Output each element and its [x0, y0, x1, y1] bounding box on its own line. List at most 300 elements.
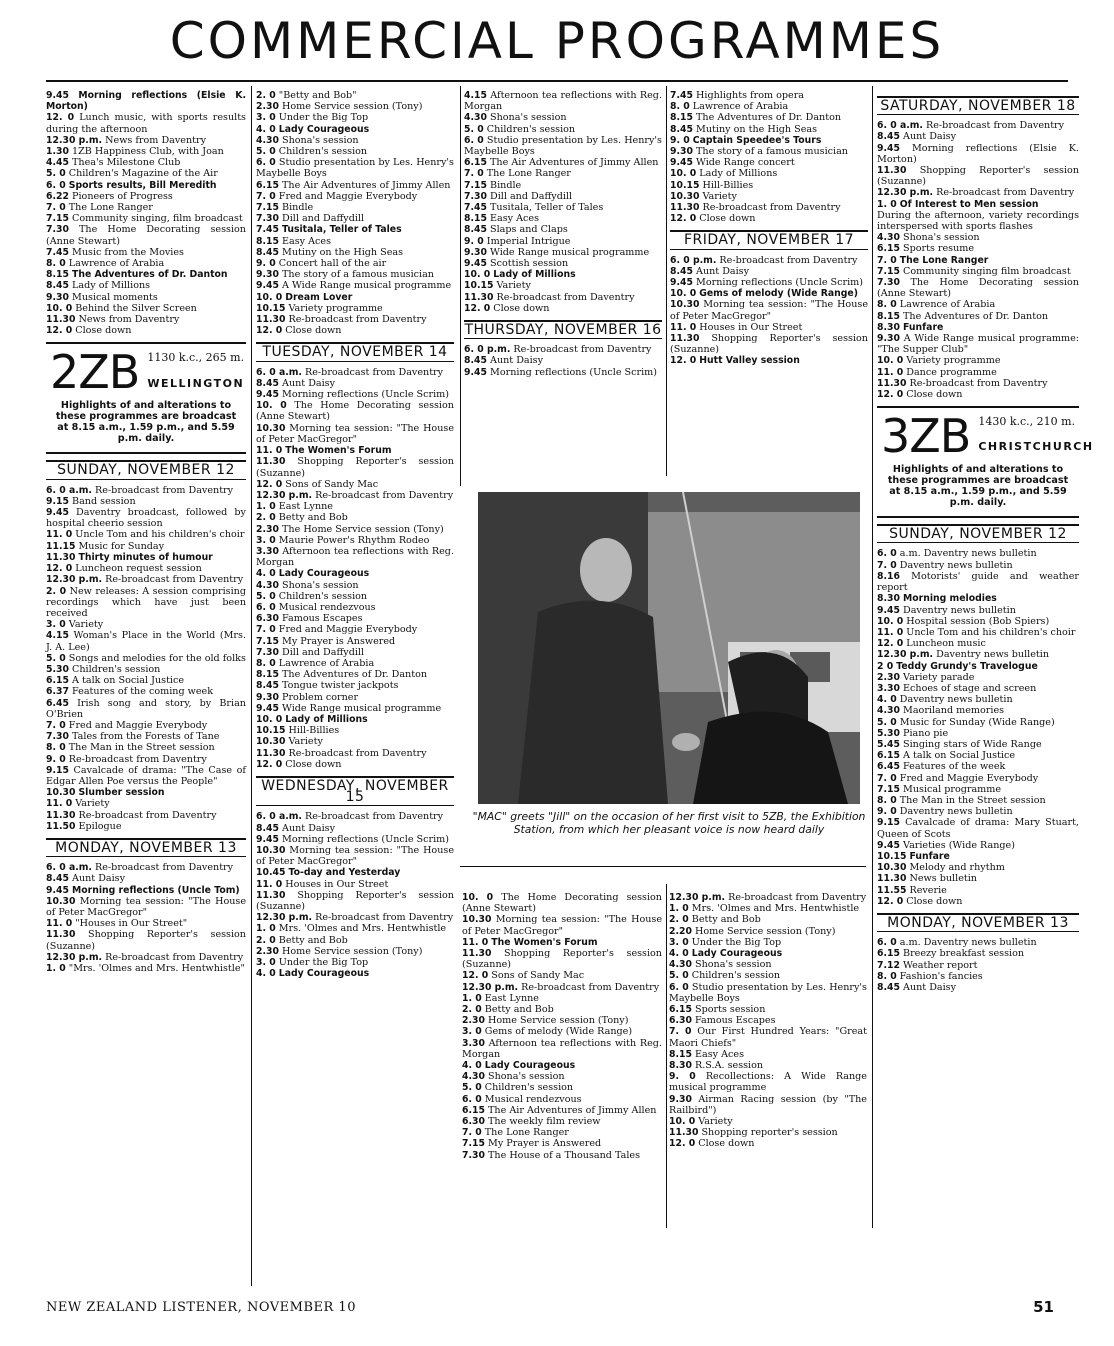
- day-heading: THURSDAY, NOVEMBER 16: [464, 322, 662, 339]
- day-heading: SUNDAY, NOVEMBER 12: [877, 524, 1079, 543]
- programme-title: The Adventures of Dr. Danton: [696, 112, 842, 124]
- programme-time: 7.15: [46, 213, 69, 225]
- programme-time: 2 0: [877, 660, 894, 672]
- programme-time: 10. 0: [256, 291, 283, 303]
- programme-time: 12. 0: [46, 563, 73, 575]
- programme-entry: [462, 1060, 662, 1071]
- programme-title: Band session: [72, 495, 136, 507]
- programme-entry: [256, 191, 454, 202]
- programme-title: Daventry news bulletin: [903, 604, 1016, 616]
- programme-entry: [464, 213, 662, 224]
- programme-time: 10. 0: [670, 168, 697, 180]
- programme-time: 6. 0: [669, 981, 689, 993]
- programme-entry: [464, 280, 662, 291]
- programme-entry: [877, 616, 1079, 627]
- programme-entry: [462, 1082, 662, 1093]
- programme-title: Aunt Daisy: [72, 873, 126, 885]
- column-1: [46, 90, 246, 1232]
- programme-title: Children's session: [486, 123, 576, 135]
- programme-time: 2.30: [256, 523, 279, 535]
- programme-title: Morning reflections (Uncle Scrim): [282, 389, 449, 401]
- programme-title: Shopping Reporter's session (Suzanne): [462, 948, 662, 971]
- photograph: [478, 492, 860, 804]
- programme-entry: [256, 658, 454, 669]
- programme-entry: [464, 269, 662, 280]
- programme-entry: [462, 1138, 662, 1149]
- programme-title: Daventry news bulletin: [899, 559, 1013, 571]
- column-2: [256, 90, 454, 1232]
- programme-entry: [46, 168, 246, 179]
- programme-entry: [256, 90, 454, 101]
- programme-time: 8.15: [46, 269, 69, 281]
- programme-title: Re-broadcast from Daventry: [909, 377, 1048, 389]
- programme-entry: [462, 993, 662, 1004]
- day-heading: MONDAY, NOVEMBER 13: [46, 838, 246, 857]
- programme-entry: [46, 157, 246, 168]
- programme-time: 7.15: [877, 783, 900, 795]
- station-call-sign: 2ZB: [50, 345, 140, 400]
- programme-time: 12.30 p.m.: [256, 489, 313, 501]
- programme-time: 9.30: [464, 246, 487, 258]
- programme-time: 12.30 p.m.: [46, 134, 103, 146]
- programme-entry: [46, 552, 246, 563]
- station-note: Highlights of and alterations to these programmes are broadcast at 8.15 a.m., 1.59 p.m., and 5.59 p.m. daily.: [55, 400, 237, 445]
- programme-entry: [256, 591, 454, 602]
- programme-time: 8.45: [670, 265, 693, 277]
- programme-entry: [46, 224, 246, 246]
- programme-entry: [256, 146, 454, 157]
- programme-entry: [669, 1071, 867, 1093]
- programme-entry: [46, 885, 246, 896]
- programme-time: 12.30 p.m.: [462, 981, 519, 993]
- programme-entry: [46, 742, 246, 753]
- programme-entry: [256, 811, 454, 822]
- programme-entry: [256, 236, 454, 247]
- programme-title: A talk on Social Justice: [72, 675, 185, 687]
- day-heading: SATURDAY, NOVEMBER 18: [877, 96, 1079, 115]
- programme-entry: [46, 213, 246, 224]
- programme-entry: [877, 187, 1079, 198]
- programme-time: 11.50: [46, 820, 76, 832]
- programme-time: 9.30: [256, 691, 279, 703]
- programme-title: Re-broadcast from Daventry: [105, 951, 244, 963]
- station-frequency: 1130 k.c., 265 m.: [147, 351, 245, 365]
- programme-time: 4. 0: [256, 123, 276, 135]
- programme-title: Betty and Bob: [484, 1004, 554, 1016]
- programme-time: 8.45: [256, 822, 279, 834]
- programme-title: Wide Range concert: [696, 157, 795, 169]
- programme-title: Children's Magazine of the Air: [68, 168, 218, 180]
- day-heading: TUESDAY, NOVEMBER 14: [256, 342, 454, 361]
- programme-title: Re-broadcast from Daventry: [305, 366, 444, 378]
- programme-title: Features of the week: [903, 761, 1006, 773]
- programme-time: 7. 0: [464, 168, 484, 180]
- programme-entry: [669, 1060, 867, 1071]
- programme-title: News from Daventry: [78, 314, 180, 326]
- programme-title: Sports session: [695, 1004, 766, 1016]
- programme-title: Wide Range musical programme: [282, 702, 442, 714]
- programme-title: Mutiny on the High Seas: [696, 123, 818, 135]
- programme-time: 4.45: [46, 157, 69, 169]
- programme-time: 8. 0: [670, 101, 690, 113]
- programme-time: 6. 0 p.m.: [670, 254, 717, 266]
- programme-title: Fred and Maggie Everybody: [68, 719, 208, 731]
- programme-title: Morning reflections (Elsie K. Morton): [877, 142, 1079, 165]
- programme-time: 1. 0: [877, 198, 897, 210]
- programme-title: Aunt Daisy: [903, 982, 957, 993]
- programme-entry: [877, 605, 1079, 616]
- programme-time: 10. 0: [464, 269, 491, 281]
- programme-time: 10.30: [670, 299, 700, 311]
- programme-title: Variety: [496, 280, 531, 292]
- programme-entry: [877, 210, 1079, 232]
- programme-time: 12. 0: [464, 302, 491, 314]
- programme-entry: [256, 703, 454, 714]
- programme-title: Re-broadcast from Daventry: [702, 202, 841, 214]
- programme-title: Lady of Millions: [285, 713, 368, 725]
- programme-title: Shona's session: [695, 959, 772, 971]
- programme-title: The Home Decorating session (Anne Stewart): [462, 892, 662, 915]
- programme-title: The Home Service session (Tony): [282, 523, 444, 535]
- programme-title: Musical moments: [72, 291, 158, 303]
- programme-title: Fashion's fancies: [899, 970, 983, 982]
- programme-entry: [256, 280, 454, 291]
- column-6: [669, 892, 867, 1228]
- station-box: [877, 406, 1094, 518]
- programme-time: 5. 0: [462, 1082, 482, 1094]
- programme-title: Lady Courageous: [278, 568, 370, 580]
- programme-time: 8. 0: [877, 794, 897, 806]
- programme-title: The Man in the Street session: [899, 794, 1046, 806]
- programme-entry: [46, 303, 246, 314]
- programme-title: Fred and Maggie Everybody: [278, 190, 418, 202]
- programme-entry: [46, 325, 246, 336]
- programme-time: 11.30: [464, 291, 494, 303]
- programme-time: 9.45: [670, 157, 693, 169]
- programme-entry: [46, 485, 246, 496]
- programme-time: 12. 0: [670, 213, 697, 225]
- programme-time: 12.30 p.m.: [256, 912, 313, 924]
- programme-time: 6.15: [46, 675, 69, 687]
- programme-time: 11.30: [877, 873, 907, 885]
- programme-title: Re-broadcast from Daventry: [78, 809, 217, 821]
- programme-title: Lawrence of Arabia: [899, 299, 996, 311]
- programme-entry: [670, 277, 868, 288]
- programme-entry: [669, 892, 867, 903]
- programme-entry: [46, 507, 246, 529]
- programme-title: Easy Aces: [490, 213, 540, 225]
- programme-entry: [256, 512, 454, 523]
- programme-time: 8.15: [670, 112, 693, 124]
- programme-title: The Adventures of Dr. Danton: [282, 669, 428, 681]
- programme-title: Mutiny on the High Seas: [282, 246, 404, 258]
- programme-title: Re-broadcast from Daventry: [305, 811, 444, 823]
- programme-time: 8.45: [256, 377, 279, 389]
- programme-time: 8. 0: [46, 742, 66, 754]
- caption-rule: [460, 866, 866, 867]
- programme-entry: [46, 720, 246, 731]
- programme-entry: [877, 333, 1079, 355]
- programme-entry: [256, 490, 454, 501]
- programme-entry: [669, 1004, 867, 1015]
- programme-time: 8.45: [46, 280, 69, 292]
- programme-title: Re-broadcast from Daventry: [315, 912, 454, 924]
- programme-title: a.m. Daventry news bulletin: [899, 937, 1037, 949]
- programme-title: Re-broadcast from Daventry: [936, 187, 1075, 199]
- programme-title: Wide Range musical programme: [490, 246, 650, 258]
- programme-entry: [670, 101, 868, 112]
- programme-title: Shona's session: [282, 134, 359, 146]
- programme-time: 11. 0: [670, 321, 697, 333]
- programme-time: 7. 0: [46, 202, 66, 214]
- programme-title: Recollections: A Wide Range musical programme: [669, 1071, 867, 1094]
- programme-title: The Air Adventures of Jimmy Allen: [282, 179, 451, 191]
- programme-title: Slumber session: [78, 787, 165, 799]
- programme-title: Famous Escapes: [695, 1015, 776, 1027]
- programme-time: 6.30: [669, 1015, 692, 1027]
- programme-title: Bindle: [490, 179, 522, 191]
- programme-title: Shona's session: [490, 112, 567, 124]
- programme-entry: [256, 378, 454, 389]
- programme-entry: [464, 168, 662, 179]
- programme-entry: [46, 698, 246, 720]
- programme-title: Re-broadcast from Daventry: [728, 892, 867, 903]
- programme-title: Close down: [906, 895, 963, 907]
- programme-entry: [256, 400, 454, 422]
- programme-entry: [46, 496, 246, 507]
- programme-entry: [877, 672, 1079, 683]
- column-4: [670, 90, 868, 486]
- programme-entry: [46, 787, 246, 798]
- programme-title: Funfare: [909, 850, 950, 862]
- programme-time: 6.22: [46, 190, 69, 202]
- programme-time: 12. 0: [256, 325, 283, 337]
- column-divider: [251, 86, 252, 1286]
- programme-entry: [256, 292, 454, 303]
- programme-time: 4.15: [464, 90, 487, 101]
- programme-time: 7.15: [256, 635, 279, 647]
- programme-title: Shopping Reporter's session (Suzanne): [877, 165, 1079, 188]
- programme-entry: [877, 165, 1079, 187]
- programme-entry: [877, 389, 1079, 400]
- programme-entry: [256, 445, 454, 456]
- day-heading: SUNDAY, NOVEMBER 12: [46, 460, 246, 479]
- programme-entry: [256, 269, 454, 280]
- programme-time: 10.15: [464, 280, 494, 292]
- programme-time: 7.30: [462, 1149, 485, 1161]
- programme-title: Lady Courageous: [691, 948, 783, 960]
- programme-title: Studio presentation by Les. Henry's Maybelle Boys: [669, 981, 867, 1004]
- programme-title: Musical programme: [903, 783, 1002, 795]
- programme-title: Re-broadcast from Daventry: [105, 574, 244, 586]
- programme-title: My Prayer is Answered: [282, 635, 396, 647]
- programme-title: Morning tea session: "The House of Peter MacGregor": [462, 914, 662, 937]
- programme-time: 1. 0: [46, 963, 66, 974]
- programme-entry: [877, 694, 1079, 705]
- programme-time: 9.45: [46, 507, 69, 519]
- programme-time: 5. 0: [877, 716, 897, 728]
- programme-entry: [464, 90, 662, 112]
- programme-time: 6. 0 a.m.: [46, 484, 92, 496]
- day-heading: WEDNESDAY, NOVEMBER 15: [256, 776, 454, 806]
- programme-title: Lawrence of Arabia: [278, 657, 375, 669]
- programme-entry: [877, 683, 1079, 694]
- programme-time: 10. 0: [670, 288, 697, 300]
- station-call-sign: 3ZB: [881, 409, 971, 464]
- programme-time: 7.30: [46, 224, 69, 236]
- programme-entry: [256, 692, 454, 703]
- programme-time: 8.15: [256, 235, 279, 247]
- programme-title: Shona's session: [488, 1071, 565, 1083]
- programme-time: 10. 0: [462, 892, 494, 903]
- programme-time: 11.30: [877, 377, 907, 389]
- programme-title: Piano pie: [903, 727, 949, 739]
- programme-entry: [464, 202, 662, 213]
- programme-title: Home Service session (Tony): [695, 925, 836, 937]
- programme-title: The Home Decorating session (Anne Stewart): [46, 224, 246, 247]
- programme-entry: [464, 303, 662, 314]
- programme-time: 10. 0: [877, 355, 904, 367]
- programme-entry: [256, 636, 454, 647]
- programme-entry: [462, 937, 662, 948]
- programme-time: 3. 0: [462, 1026, 482, 1038]
- programme-title: East Lynne: [278, 501, 333, 513]
- programme-time: 10.15: [256, 302, 286, 314]
- programme-title: The Women's Forum: [285, 445, 392, 457]
- programme-entry: [670, 322, 868, 333]
- programme-time: 11.30: [670, 202, 700, 214]
- programme-title: Weather report: [903, 959, 978, 971]
- programme-time: 7.45: [46, 246, 69, 258]
- programme-entry: [877, 355, 1079, 366]
- programme-title: Famous Escapes: [282, 613, 363, 625]
- programme-entry: [46, 619, 246, 630]
- programme-entry: [670, 135, 868, 146]
- programme-title: Morning reflections (Uncle Scrim): [490, 366, 657, 378]
- programme-time: 11.30: [669, 1127, 699, 1139]
- programme-time: 7.15: [462, 1138, 485, 1150]
- programme-time: 11. 0: [877, 366, 904, 378]
- programme-entry: [877, 971, 1079, 982]
- programme-title: Variety: [75, 798, 110, 810]
- programme-time: 4. 0: [669, 948, 689, 960]
- programme-entry: [877, 795, 1079, 806]
- programme-entry: [670, 180, 868, 191]
- programme-entry: [670, 255, 868, 266]
- programme-time: 6.15: [877, 243, 900, 255]
- programme-time: 11.15: [46, 540, 76, 552]
- programme-title: Aunt Daisy: [696, 265, 750, 277]
- programme-title: Funfare: [903, 321, 944, 333]
- programme-entry: [877, 817, 1079, 839]
- programme-time: 3.30: [877, 682, 900, 694]
- programme-entry: [256, 135, 454, 146]
- programme-title: Songs and melodies for the old folks: [68, 652, 246, 664]
- programme-time: 12. 0: [462, 970, 489, 982]
- programme-title: R.S.A. session: [695, 1060, 764, 1072]
- programme-entry: [462, 1071, 662, 1082]
- programme-title: Variety programme: [288, 302, 383, 314]
- footer-publication: NEW ZEALAND LISTENER, NOVEMBER 10: [46, 1300, 356, 1315]
- programme-time: 1. 0: [669, 903, 689, 915]
- programme-time: 1. 0: [462, 992, 482, 1004]
- programme-title: Dill and Daffydill: [282, 213, 365, 225]
- programme-time: 5. 0: [464, 123, 484, 135]
- programme-entry: [669, 948, 867, 959]
- programme-title: Morning reflections (Elsie K. Morton): [46, 90, 246, 113]
- programme-title: The story of a famous musician: [282, 269, 434, 281]
- programme-entry: [670, 157, 868, 168]
- programme-title: A talk on Social Justice: [903, 750, 1016, 762]
- programme-time: 11. 0: [462, 936, 489, 948]
- programme-entry: [670, 168, 868, 179]
- programme-time: 9. 0: [670, 134, 690, 146]
- programme-time: 6.15: [877, 750, 900, 762]
- programme-time: 6.37: [46, 686, 69, 698]
- programme-entry: [462, 1015, 662, 1026]
- column-5: [462, 892, 662, 1228]
- programme-entry: [877, 627, 1079, 638]
- programme-entry: [877, 773, 1079, 784]
- programme-time: 7. 0: [877, 772, 897, 784]
- programme-time: 10.30: [877, 862, 907, 874]
- programme-entry: [669, 959, 867, 970]
- programme-entry: [256, 247, 454, 258]
- column-divider: [460, 86, 461, 486]
- programme-entry: [256, 325, 454, 336]
- programme-title: Lady of Millions: [72, 280, 151, 292]
- programme-entry: [877, 937, 1079, 948]
- programme-entry: [670, 355, 868, 366]
- programme-time: 11.30: [46, 809, 76, 821]
- programme-entry: [256, 124, 454, 135]
- programme-time: 11.30: [256, 747, 286, 759]
- programme-entry: [462, 948, 662, 970]
- programme-time: 10. 0: [669, 1116, 696, 1128]
- programme-title: The Adventures of Dr. Danton: [72, 269, 228, 281]
- programme-title: News from Daventry: [105, 134, 206, 146]
- programme-time: 12.30 p.m.: [46, 574, 103, 586]
- programme-title: Close down: [75, 325, 132, 337]
- programme-entry: [256, 624, 454, 635]
- programme-entry: [46, 653, 246, 664]
- programme-title: Varieties (Wide Range): [903, 839, 1015, 851]
- programme-time: 6. 0 a.m.: [256, 811, 302, 823]
- programme-entry: [464, 157, 662, 168]
- programme-entry: [462, 1094, 662, 1105]
- programme-title: Hospital session (Bob Spiers): [906, 615, 1050, 627]
- programme-time: 9.15: [46, 764, 69, 776]
- programme-entry: [256, 389, 454, 400]
- programme-title: Lawrence of Arabia: [692, 101, 789, 113]
- programme-title: Daventry news bulletin: [899, 694, 1013, 706]
- programme-title: Maurie Power's Rhythm Rodeo: [278, 534, 430, 546]
- programme-title: Re-broadcast from Daventry: [719, 254, 858, 266]
- programme-title: Shopping Reporter's session (Suzanne): [46, 929, 246, 952]
- programme-entry: [46, 686, 246, 697]
- programme-entry: [46, 630, 246, 652]
- programme-time: 8.45: [670, 123, 693, 135]
- programme-title: Variety programme: [906, 355, 1001, 367]
- programme-time: 4.15: [46, 630, 69, 642]
- programme-entry: [46, 269, 246, 280]
- programme-time: 10.30: [670, 190, 700, 202]
- programme-title: Hill-Billies: [702, 179, 754, 191]
- programme-title: Betty and Bob: [691, 914, 761, 926]
- programme-entry: [669, 982, 867, 1004]
- programme-entry: [464, 258, 662, 269]
- programme-entry: [46, 873, 246, 884]
